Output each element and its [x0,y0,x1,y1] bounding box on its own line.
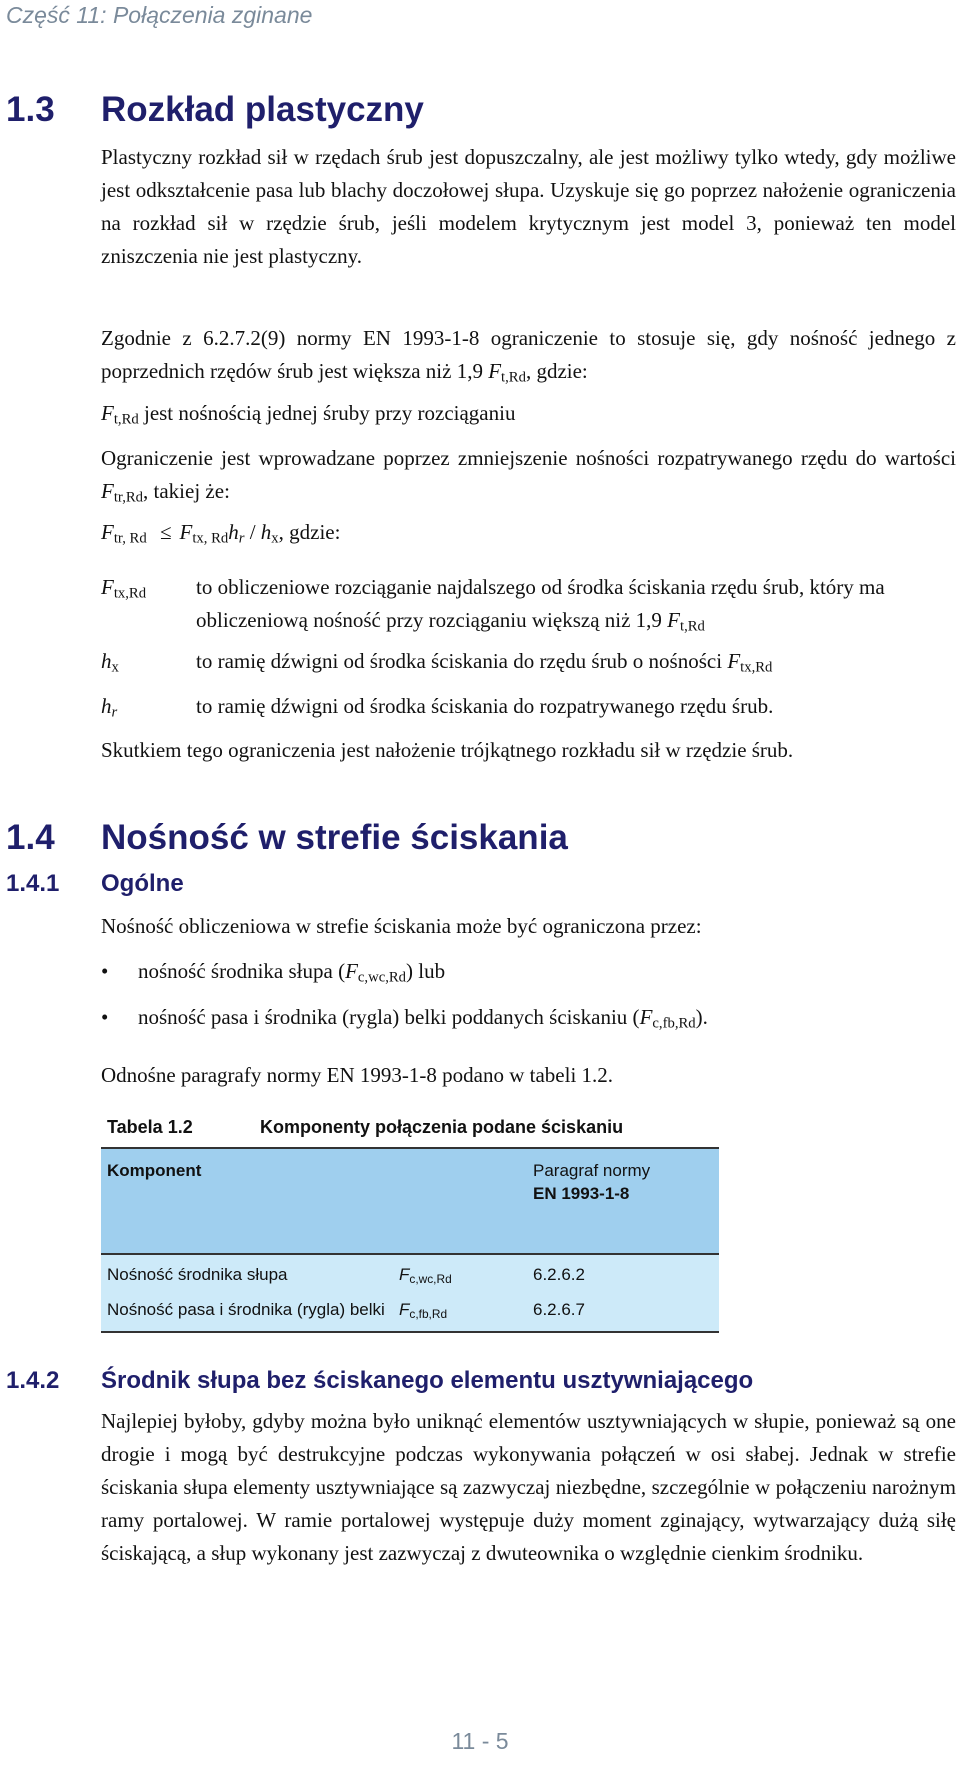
paragraph-norm-reference [101,322,956,388]
subsection-number: 1.4.1 [6,870,60,897]
symbol-F: F [399,1265,410,1284]
subscript: x [111,659,119,676]
section-number: 1.4 [6,818,55,857]
paragraph-consequence: Skutkiem tego ograniczenia jest nałożenie trójkątnego rozkładu sił w rzędzie śrub. [101,738,794,762]
cell-symbol [393,1290,527,1332]
subscript: t,Rd [113,411,139,428]
header-cell-component: Komponent [101,1148,393,1254]
symbol-F: F [399,1300,410,1319]
components-table [101,1147,719,1333]
header-line: Paragraf normy [533,1161,651,1180]
subsection-heading-1-4-2 [6,1367,753,1395]
where-ftxrd [101,571,956,637]
symbol-F: F [639,1005,653,1029]
table-row [101,1290,719,1332]
text-run: to ramię dźwigni od środka ściskania do rzędu śrub o nośności [196,649,728,673]
symbol-F: F [101,520,114,544]
paragraph-compression-limits: Nośność obliczeniowa w strefie ściskania może być ograniczona przez: [101,914,702,938]
text-run: Ograniczenie jest wprowadzane poprzez zmniejszenie nośności rozpatrywanego rzędu do wartości [101,446,956,470]
text-run: Zgodnie z 6.2.7.2(9) normy EN 1993-1-8 ograniczenie to stosuje się, gdy nośność jednego z poprzednich rzędów śrub jest większa niż 1,9 [101,326,956,383]
subsection-title: Środnik słupa bez ściskanego elementu usztywniającego [101,1367,754,1394]
subscript: r [238,530,245,547]
symbol-F: F [345,959,358,983]
page-number: 11 - 5 [451,1728,509,1754]
paragraph-limitation [101,442,956,508]
text-run: ) lub [406,959,446,983]
header-line-bold: EN 1993-1-8 [533,1184,630,1203]
text-run: ). [695,1005,708,1029]
text-run: nośność środnika słupa ( [138,959,346,983]
section-title: Nośność w strefie ściskania [101,818,568,857]
cell-paragraph: 6.2.6.2 [527,1254,719,1290]
subscript: tx, Rd [192,530,229,547]
equation-ftrd [101,516,956,549]
subsection-number: 1.4.2 [6,1367,60,1394]
leq-symbol: ≤ [159,520,172,544]
text-run: to ramię dźwigni od środka ściskania do rozpatrywanego rzędu śrub. [196,694,774,718]
division-sign: / [244,520,261,544]
header-cell-paragraph [527,1148,719,1254]
section-heading-1-4 [6,818,568,858]
subsection-heading-1-4-1 [6,870,184,898]
cell-symbol [393,1254,527,1290]
table-caption-number: Tabela 1.2 [107,1117,193,1137]
symbol-F: F [101,479,114,503]
bullet-icon: • [101,959,109,983]
subscript: tr, Rd [113,530,147,547]
symbol-F: F [667,608,680,632]
subscript: c,fb,Rd [652,1015,696,1032]
where-hx [101,645,956,678]
subscript: t,Rd [501,369,526,386]
text-run: nośność pasa i środnika (rygla) belki poddanych ściskaniu ( [138,1005,640,1029]
cell-component: Nośność środnika słupa [101,1254,393,1290]
subscript: c,wc,Rd [409,1271,452,1286]
text-run: , gdzie: [525,359,588,383]
subscript: c,wc,Rd [357,969,407,986]
subsection-title: Ogólne [101,870,184,897]
paragraph-plastic-intro: Plastyczny rozkład sił w rzędach śrub jest dopuszczalny, ale jest możliwy tylko wtedy, gdy możliwe jest odkształcenie pasa lub blachy doczołowej słupa. Uzyskuje się go poprzez nałożenie ograniczenia na rozkład sił w rzędzie śrub, jeśli modelem krytycznym jest model 3, ponieważ ten model zniszczenia nie jest plastyczny. [101,145,956,268]
subscript: t,Rd [680,618,705,635]
text-run: jest nośnością jednej śruby przy rozciąganiu [138,401,516,425]
symbol-F: F [101,575,114,599]
subscript: c,fb,Rd [409,1306,448,1321]
symbol-h: h [228,520,239,544]
symbol-F: F [488,359,502,383]
subscript: r [111,704,118,721]
paragraph-unstiffened-web: Najlepiej byłoby, gdyby można było uniknąć elementów usztywniających w słupie, ponieważ są one drogie i mogą być destrukcyjne podczas wykonywania połączeń w osi słabej. Jednak w strefie ściskania słupa elementy usztywniające są zazwyczaj niezbędne, szczególnie w połączeniu narożnym ramy portalowej. W ramie portalowej występuje duży moment zginający, wytwarzający dużą siłę ściskającą, a słup wykonany jest zazwyczaj z dwuteownika o względnie cienkim środniku. [101,1409,956,1565]
cell-component: Nośność pasa i środnika (rygla) belki [101,1290,393,1332]
table-row [101,1254,719,1290]
bullet-icon: • [101,1005,109,1029]
subscript: tr,Rd [113,489,144,506]
symbol-F: F [101,401,114,425]
cell-paragraph: 6.2.6.7 [527,1290,719,1332]
section-title: Rozkład plastyczny [101,90,424,129]
symbol-h: h [260,520,272,544]
paragraph-table-reference: Odnośne paragrafy normy EN 1993-1-8 podano w tabeli 1.2. [101,1063,614,1087]
text-run: , takiej że: [143,479,230,503]
symbol-F: F [727,649,741,673]
text-run: , gdzie: [278,520,341,544]
section-heading-1-3 [6,90,424,130]
definition-ftrd [101,397,956,430]
subscript: tx,Rd [740,659,773,676]
where-hr [101,690,956,723]
table-header-row [101,1148,719,1254]
running-header: Część 11: Połączenia zginane [6,2,313,28]
subscript: x [271,530,279,547]
section-number: 1.3 [6,90,55,129]
subscript: tx,Rd [113,585,147,602]
text-run: to obliczeniowe rozciąganie najdalszego od środka ściskania rzędu śrub, który ma obliczeniową nośność przy rozciąganiu większą niż 1,9 [196,575,885,632]
symbol-F: F [179,520,193,544]
symbol-h: h [101,694,112,718]
symbol-h: h [101,649,112,673]
table-caption-title: Komponenty połączenia podane ściskaniu [260,1117,624,1137]
header-cell-empty [393,1148,527,1254]
